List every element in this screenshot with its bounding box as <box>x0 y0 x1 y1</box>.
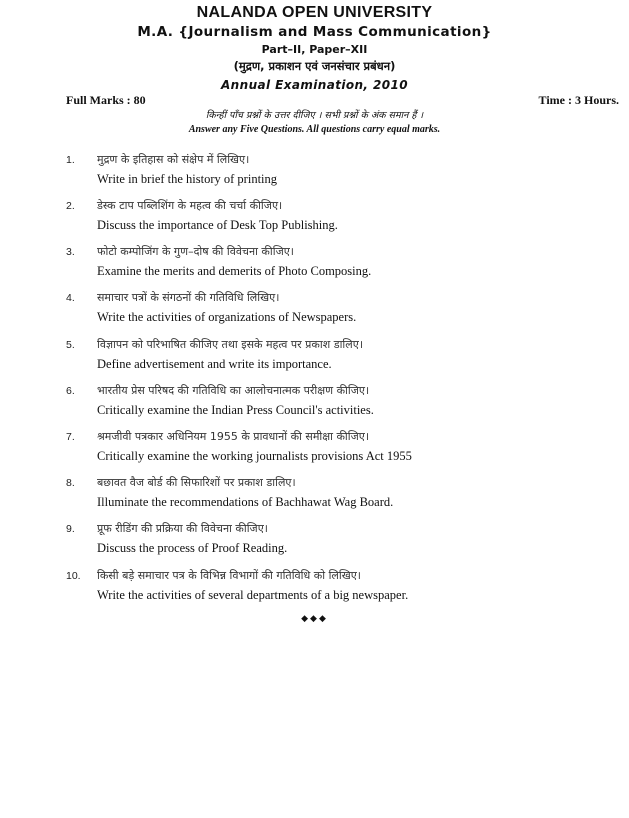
question-item <box>0 429 629 469</box>
question-english: Discuss the importance of Desk Top Publishing. <box>97 218 338 232</box>
question-hindi: प्रूफ रीडिंग की प्रक्रिया की विवेचना कीजिए। <box>97 522 268 535</box>
question-number: 5. <box>66 339 75 351</box>
question-item <box>0 244 629 284</box>
question-number: 4. <box>66 292 75 304</box>
question-number: 10. <box>66 570 81 582</box>
question-item <box>0 475 629 515</box>
question-item <box>0 198 629 238</box>
time-allowed: Time : 3 Hours. <box>538 93 619 107</box>
question-hindi: बछावत वैज बोर्ड की सिफारिशों पर प्रकाश डालिए। <box>97 476 296 489</box>
question-english: Critically examine the Indian Press Council's activities. <box>97 403 374 417</box>
instruction-hindi: किन्हीं पाँच प्रश्नों के उत्तर दीजिए । सभी प्रश्नों के अंक समान हैं । <box>205 110 424 121</box>
course-title: M.A. {Journalism and Mass Communication} <box>137 24 492 40</box>
question-english: Write the activities of several departments of a big newspaper. <box>97 588 409 602</box>
question-number: 3. <box>66 246 75 258</box>
question-item <box>0 521 629 561</box>
question-number: 8. <box>66 477 75 489</box>
end-of-paper-mark: ◆◆◆ <box>301 613 328 623</box>
question-english: Critically examine the working journalists provisions Act 1955 <box>97 449 412 463</box>
question-english: Discuss the process of Proof Reading. <box>97 541 288 555</box>
exam-title: Annual Examination, 2010 <box>221 78 408 92</box>
question-item <box>0 568 629 608</box>
question-hindi: भारतीय प्रेस परिषद की गतिविधि का आलोचनात्मक परीक्षण कीजिए। <box>97 384 370 397</box>
subject-hindi: (मुद्रण, प्रकाशन एवं जनसंचार प्रबंधन) <box>233 59 396 73</box>
question-english: Examine the merits and demerits of Photo Composing. <box>97 264 372 278</box>
paper-part: Part–II, Paper–XII <box>261 43 368 56</box>
question-english: Write in brief the history of printing <box>97 172 278 186</box>
question-number: 2. <box>66 200 75 212</box>
question-number: 7. <box>66 431 75 443</box>
question-hindi: मुद्रण के इतिहास को संक्षेप में लिखिए। <box>97 153 250 166</box>
question-number: 1. <box>66 154 75 166</box>
full-marks: Full Marks : 80 <box>66 93 146 107</box>
question-english: Illuminate the recommendations of Bachhawat Wag Board. <box>97 495 394 509</box>
question-item <box>0 383 629 423</box>
question-hindi: समाचार पत्रों के संगठनों की गतिविधि लिखिए। <box>97 291 280 304</box>
question-item <box>0 152 629 192</box>
question-item <box>0 337 629 377</box>
question-hindi: विज्ञापन को परिभाषित कीजिए तथा इसके महत्व पर प्रकाश डालिए। <box>97 338 363 351</box>
question-hindi: फोटो कम्पोजिंग के गुण–दोष की विवेचना कीजिए। <box>97 245 294 258</box>
question-item <box>0 290 629 330</box>
question-hindi: डेस्क टाप पब्लिशिंग के महत्व की चर्चा कीजिए। <box>97 199 283 212</box>
question-english: Define advertisement and write its importance. <box>97 357 332 371</box>
question-hindi: श्रमजीवी पत्रकार अधिनियम 1955 के प्रावधानों की समीक्षा कीजिए। <box>97 430 370 443</box>
question-english: Write the activities of organizations of Newspapers. <box>97 310 357 324</box>
instruction-english: Answer any Five Questions. All questions carry equal marks. <box>188 124 441 135</box>
question-hindi: किसी बड़े समाचार पत्र के विभिन्न विभागों की गतिविधि को लिखिए। <box>97 569 361 582</box>
question-number: 6. <box>66 385 75 397</box>
university-name: NALANDA OPEN UNIVERSITY <box>196 4 433 21</box>
question-number: 9. <box>66 523 75 535</box>
